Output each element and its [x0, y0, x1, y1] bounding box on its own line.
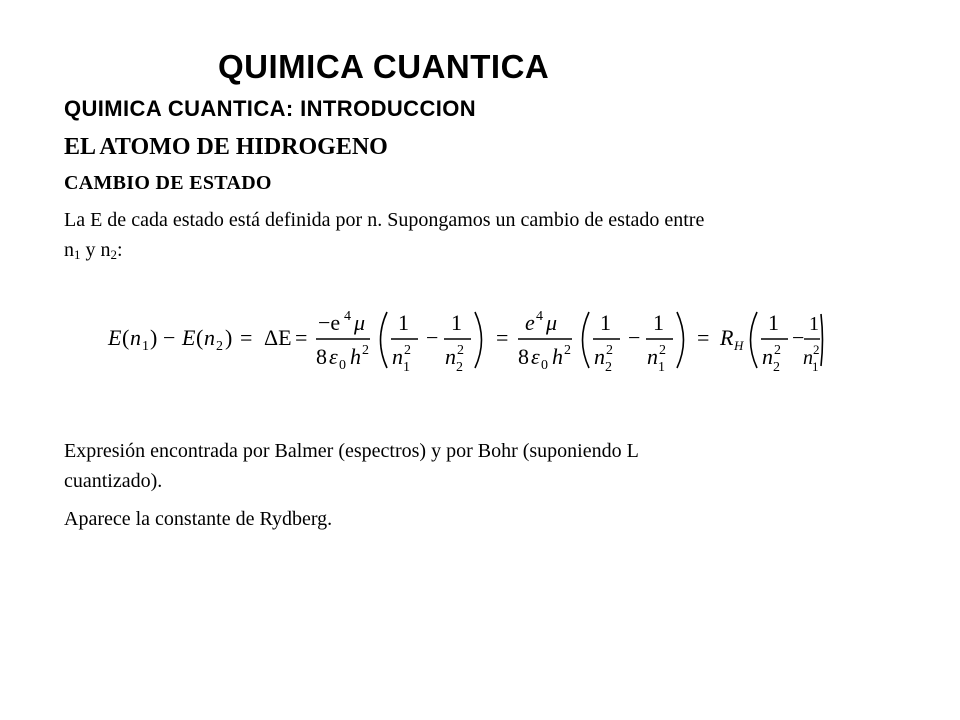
balmer-bohr-paragraph [64, 436, 639, 496]
eq-n: n [204, 325, 215, 350]
eq-h: h [350, 344, 361, 369]
eq-exp-2: 2 [606, 343, 613, 358]
eq-minus: − [426, 325, 439, 350]
eq-numerator-1: 1 [653, 310, 664, 335]
eq-eight: 8 [316, 344, 327, 369]
eq-sub-2: 2 [216, 339, 223, 354]
eq-exp-2: 2 [362, 343, 369, 358]
paragraph-line: Expresión encontrada por Balmer (espectros) y por Bohr (suponiendo L [64, 440, 639, 462]
subscript-2: 2 [110, 247, 117, 262]
eq-exp-2: 2 [813, 342, 820, 357]
eq-lparen: ( [196, 325, 204, 350]
subsection-heading: CAMBIO DE ESTADO [64, 172, 272, 194]
eq-numerator-1: 1 [398, 310, 409, 335]
eq-E1: E [108, 325, 122, 350]
slide-title: QUIMICA CUANTICA [218, 48, 550, 85]
eq-e: e [525, 310, 535, 335]
eq-sub-H: H [734, 338, 744, 353]
eq-minus: − [163, 325, 176, 350]
eq-delta-E: ΔE [264, 325, 292, 350]
eq-eight: 8 [518, 344, 529, 369]
eq-sub-0: 0 [339, 358, 346, 373]
eq-big-lparen [381, 312, 388, 368]
eq-equals: = [496, 325, 509, 350]
eq-sub-2: 2 [773, 360, 780, 375]
eq-n: n [594, 344, 605, 369]
eq-big-rparen [677, 312, 684, 368]
eq-rparen: ) [150, 325, 158, 350]
eq-exp-2: 2 [774, 343, 781, 358]
eq-numerator-1: 1 [600, 310, 611, 335]
eq-mu: μ [354, 310, 366, 335]
eq-neg-e: −e [318, 310, 341, 335]
slide-subtitle: QUIMICA CUANTICA: INTRODUCCION [64, 96, 477, 121]
eq-exp-4: 4 [536, 309, 543, 324]
eq-big-rparen [821, 314, 823, 366]
eq-n: n [130, 325, 141, 350]
energy-difference-equation [104, 300, 824, 380]
eq-n: n [392, 344, 403, 369]
eq-exp-4: 4 [344, 309, 351, 324]
eq-sub-1: 1 [658, 360, 665, 375]
section-heading: EL ATOMO DE HIDROGENO [64, 134, 388, 160]
paragraph-line: cuantizado). [64, 470, 163, 492]
n-symbol: n [100, 239, 111, 261]
colon: : [117, 239, 123, 261]
intro-line-2 [64, 235, 704, 270]
n-symbol: n [64, 239, 74, 261]
intro-line-1: La E de cada estado está definida por n. Supongamos un cambio de estado entre [64, 209, 705, 231]
eq-E2: E [182, 325, 196, 350]
eq-epsilon: ε [329, 344, 338, 369]
intro-paragraph [64, 205, 704, 270]
eq-n: n [762, 344, 773, 369]
eq-h: h [552, 344, 563, 369]
eq-big-lparen [751, 312, 758, 368]
eq-rparen: ) [225, 325, 233, 350]
eq-minus: − [628, 325, 641, 350]
rydberg-paragraph: Aparece la constante de Rydberg. [64, 508, 333, 530]
eq-mu: μ [546, 310, 558, 335]
eq-exp-2: 2 [659, 343, 666, 358]
eq-big-lparen [583, 312, 590, 368]
eq-big-rparen [475, 312, 482, 368]
eq-sub-1: 1 [403, 360, 410, 375]
eq-n: n [647, 344, 658, 369]
subscript-1: 1 [74, 247, 81, 262]
eq-epsilon: ε [531, 344, 540, 369]
eq-exp-2: 2 [564, 343, 571, 358]
eq-sub-1: 1 [142, 339, 149, 354]
eq-sub-1: 1 [812, 359, 819, 374]
eq-equals: = [295, 325, 308, 350]
eq-exp-2: 2 [457, 343, 464, 358]
eq-sub-2: 2 [605, 360, 612, 375]
eq-equals: = [240, 325, 253, 350]
conjunction: y [80, 239, 101, 261]
eq-n: n [445, 344, 456, 369]
eq-numerator-1: 1 [768, 310, 779, 335]
eq-lparen: ( [122, 325, 130, 350]
eq-minus: − [792, 325, 805, 350]
eq-exp-2: 2 [404, 343, 411, 358]
eq-sub-0: 0 [541, 358, 548, 373]
eq-numerator-1: 1 [451, 310, 462, 335]
eq-R: R [720, 325, 734, 350]
eq-n: n [803, 347, 813, 369]
eq-numerator-1: 1 [809, 313, 819, 335]
eq-equals: = [697, 325, 710, 350]
eq-sub-2: 2 [456, 360, 463, 375]
